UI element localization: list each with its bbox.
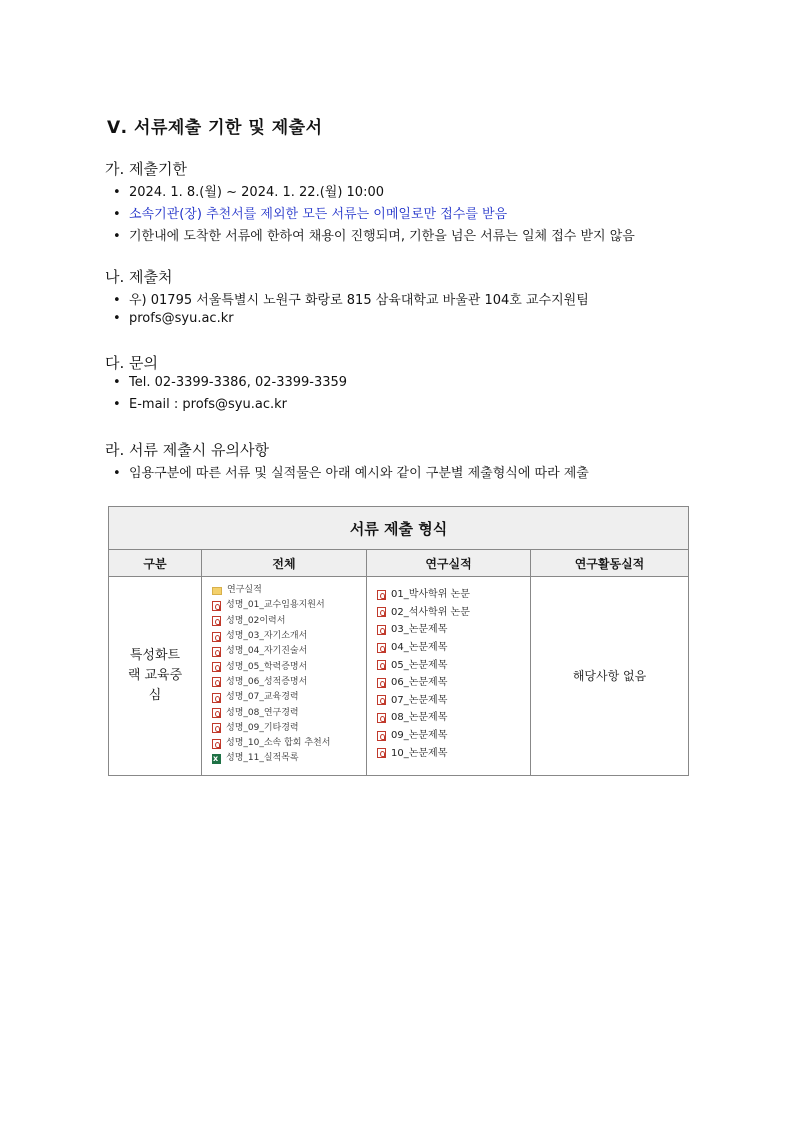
excel-icon <box>212 754 221 764</box>
activity-cell <box>531 577 689 776</box>
file-name: 성명_05_학력증명서 <box>226 661 308 672</box>
header-activity: 연구활동실적 <box>531 550 689 577</box>
header-category: 구분 <box>109 550 202 577</box>
destination-email[interactable]: profs@syu.ac.kr <box>129 311 234 326</box>
file-item[interactable] <box>377 744 530 762</box>
research-files-list <box>367 577 530 762</box>
file-name: 성명_04_자기진술서 <box>226 646 308 657</box>
file-item[interactable] <box>377 674 530 692</box>
notes-item-1-text: 임용구분에 따른 서류 및 실적물은 아래 예시와 같이 구분별 제출형식에 따라 제출 <box>129 466 589 481</box>
notes-item-1: • 임용구분에 따른 서류 및 실적물은 아래 예시와 같이 구분별 제출형식에 따라 제출 <box>113 466 589 481</box>
file-name: 성명_07_교육경력 <box>226 692 299 703</box>
pdf-icon <box>377 731 386 741</box>
pdf-icon <box>377 660 386 670</box>
file-name: 09_논문제목 <box>391 730 448 742</box>
deadline-item-3: • 기한내에 도착한 서류에 한하여 채용이 진행되며, 기한을 넘은 서류는 일체 접수 받지 않음 <box>113 229 635 244</box>
file-item[interactable] <box>377 639 530 657</box>
category-text: 특성화트랙 교육중심 <box>127 648 183 703</box>
file-item[interactable] <box>377 604 530 622</box>
deadline-item-1: • 2024. 1. 8.(월) ~ 2024. 1. 22.(월) 10:00 <box>113 185 385 200</box>
category-cell <box>109 577 202 776</box>
notes-heading: 라. 서류 제출시 유의사항 <box>105 441 269 459</box>
deadline-item-2: • 소속기관(장) 추천서를 제외한 모든 서류는 이메일로만 접수를 받음 <box>113 207 508 222</box>
file-name: 성명_10_소속 합회 추천서 <box>226 738 331 749</box>
file-item[interactable] <box>212 675 366 690</box>
file-item[interactable] <box>212 583 366 598</box>
table-title: 서류 제출 형식 <box>109 507 689 550</box>
inquiry-item-2: • E-mail : profs@syu.ac.kr <box>113 397 287 412</box>
file-item[interactable] <box>377 692 530 710</box>
pdf-icon <box>212 739 221 749</box>
destination-item-2: • profs@syu.ac.kr <box>113 311 234 326</box>
pdf-icon <box>377 590 386 600</box>
file-item[interactable] <box>212 614 366 629</box>
header-research: 연구실적 <box>367 550 531 577</box>
file-item[interactable] <box>377 586 530 604</box>
file-name: 연구실적 <box>227 585 262 596</box>
file-item[interactable] <box>377 621 530 639</box>
file-name: 10_논문제목 <box>391 747 448 759</box>
file-name: 성명_08_연구경력 <box>226 707 299 718</box>
file-name: 07_논문제목 <box>391 694 448 706</box>
inquiry-email[interactable]: E-mail : profs@syu.ac.kr <box>129 397 287 412</box>
file-name: 03_논문제목 <box>391 624 448 636</box>
file-name: 04_논문제목 <box>391 642 448 654</box>
file-item[interactable] <box>212 705 366 720</box>
pdf-icon <box>212 677 221 687</box>
header-all: 전체 <box>202 550 367 577</box>
file-item[interactable] <box>212 736 366 751</box>
inquiry-phone: Tel. 02-3399-3386, 02-3399-3359 <box>129 375 348 390</box>
research-files-cell <box>367 577 531 776</box>
pdf-icon <box>377 643 386 653</box>
file-name: 성명_06_성적증명서 <box>226 676 308 687</box>
pdf-icon <box>377 713 386 723</box>
deadline-item-1-text: 2024. 1. 8.(월) ~ 2024. 1. 22.(월) 10:00 <box>129 185 385 200</box>
file-name: 02_석사학위 논문 <box>391 606 470 618</box>
pdf-icon <box>212 616 221 626</box>
page-title: Ⅴ. 서류제출 기한 및 제출서 <box>107 118 323 138</box>
destination-item-1: • 우) 01795 서울특별시 노원구 화랑로 815 삼육대학교 바울관 104호 교수지원팀 <box>113 293 589 308</box>
file-item[interactable] <box>212 751 366 766</box>
file-item[interactable] <box>377 656 530 674</box>
file-item[interactable] <box>377 709 530 727</box>
file-item[interactable] <box>212 659 366 674</box>
file-item[interactable] <box>377 727 530 745</box>
destination-address: 우) 01795 서울특별시 노원구 화랑로 815 삼육대학교 바울관 104호 교수지원팀 <box>129 293 589 308</box>
submission-format-table <box>108 506 689 776</box>
deadline-heading: 가. 제출기한 <box>105 160 187 178</box>
pdf-icon <box>212 601 221 611</box>
pdf-icon <box>377 625 386 635</box>
folder-icon <box>212 587 222 595</box>
file-name: 06_논문제목 <box>391 677 448 689</box>
pdf-icon <box>212 693 221 703</box>
file-item[interactable] <box>212 690 366 705</box>
file-name: 성명_11_실적목록 <box>226 753 299 764</box>
file-name: 05_논문제목 <box>391 659 448 671</box>
deadline-item-2-text: 소속기관(장) 추천서를 제외한 모든 서류는 이메일로만 접수를 받음 <box>129 207 508 222</box>
activity-text: 해당사항 없음 <box>572 668 647 683</box>
all-files-cell <box>202 577 367 776</box>
file-item[interactable] <box>212 721 366 736</box>
pdf-icon <box>212 662 221 672</box>
file-name: 성명_03_자기소개서 <box>226 631 308 642</box>
file-name: 성명_01_교수임용지원서 <box>226 600 325 611</box>
all-files-list <box>202 577 366 767</box>
pdf-icon <box>377 678 386 688</box>
pdf-icon <box>377 695 386 705</box>
inquiry-heading: 다. 문의 <box>105 354 159 372</box>
pdf-icon <box>377 607 386 617</box>
destination-heading: 나. 제출처 <box>105 268 173 286</box>
inquiry-item-1: • Tel. 02-3399-3386, 02-3399-3359 <box>113 375 348 390</box>
file-name: 08_논문제목 <box>391 712 448 724</box>
file-item[interactable] <box>212 598 366 613</box>
deadline-item-3-text: 기한내에 도착한 서류에 한하여 채용이 진행되며, 기한을 넘은 서류는 일체 접수 받지 않음 <box>129 229 635 244</box>
file-item[interactable] <box>212 629 366 644</box>
file-item[interactable] <box>212 644 366 659</box>
pdf-icon <box>212 708 221 718</box>
pdf-icon <box>377 748 386 758</box>
file-name: 01_박사학위 논문 <box>391 589 470 601</box>
pdf-icon <box>212 632 221 642</box>
file-name: 성명_09_기타경력 <box>226 722 299 733</box>
file-name: 성명_02이력서 <box>226 615 286 626</box>
pdf-icon <box>212 723 221 733</box>
pdf-icon <box>212 647 221 657</box>
